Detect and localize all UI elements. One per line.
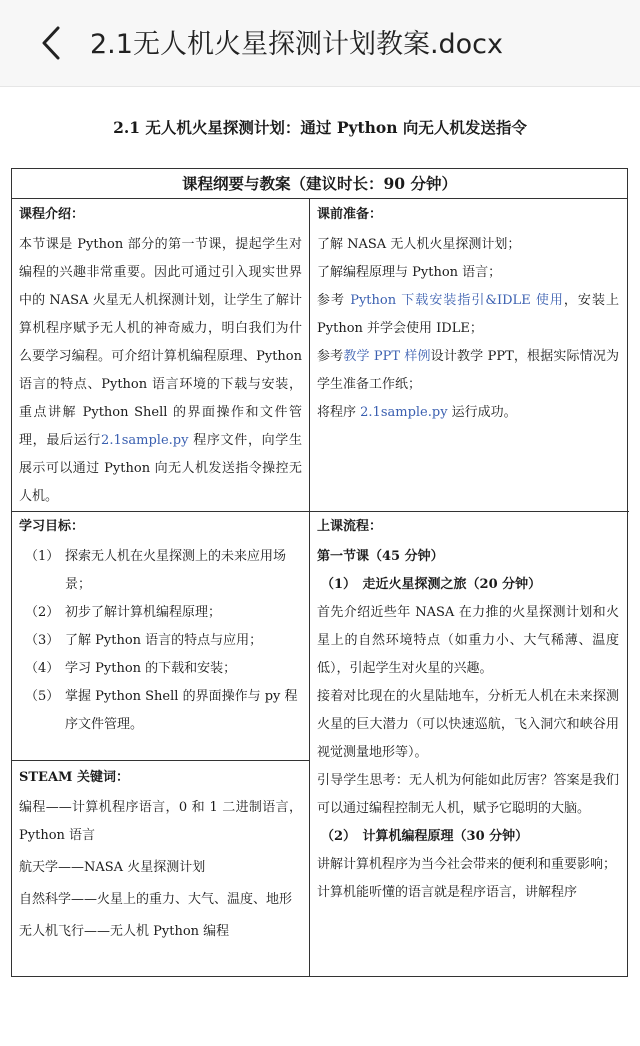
document-title: 2.1无人机火星探测计划教案.docx (90, 29, 504, 60)
row-divider (12, 511, 629, 512)
keyword-item: 编程——计算机程序语言，0 和 1 二进制语言，Python 语言 (19, 800, 302, 843)
ppt-sample-link[interactable]: 教学 PPT 样例 (343, 349, 431, 364)
flow-cell (317, 513, 619, 907)
sample-file-link[interactable]: 2.1sample.py (101, 433, 189, 448)
document-heading: 2.1 无人机火星探测计划：通过 Python 向无人机发送指令 (113, 118, 527, 137)
goal-item: （1） 探索无人机在火星探测上的未来应用场景； (25, 549, 287, 592)
python-install-guide-link[interactable]: Python 下载安装指引&IDLE 使用 (350, 293, 564, 308)
prep-line: 参考教学 PPT 样例设计教学 PPT，根据实际情况为学生准备工作纸； (317, 349, 619, 392)
lesson-table (11, 168, 628, 977)
flow-paragraph: 首先介绍近些年 NASA 在力推的火星探测计划和火星上的自然环境特点（如重力小、大气稀薄、温度低），引起学生对火星的兴趣。 (317, 605, 619, 676)
row-divider-left (12, 760, 309, 761)
keyword-item: 航天学——NASA 火星探测计划 (19, 860, 206, 875)
flow-paragraph: 引导学生思考：无人机为何能如此厉害？答案是我们可以通过编程控制无人机，赋予它聪明的大脑。 (317, 773, 619, 816)
table-title: 课程纲要与教案（建议时长：90 分钟） (12, 169, 627, 199)
goal-item: （4） 学习 Python 的下载和安装； (25, 661, 237, 676)
step-title: （1） 走近火星探测之旅（20 分钟） (321, 577, 542, 592)
goal-item: （2） 初步了解计算机编程原理； (25, 605, 222, 620)
flow-paragraph: 讲解计算机程序为当今社会带来的便利和重要影响； (317, 857, 617, 872)
flow-paragraph: 计算机能听懂的语言就是程序语言，讲解程序 (317, 885, 578, 900)
keywords-cell (19, 764, 302, 950)
goal-item: （5） 掌握 Python Shell 的界面操作与 py 程序文件管理。 (25, 689, 298, 732)
prep-label: 课前准备： (317, 207, 383, 222)
flow-paragraph: 接着对比现在的火星陆地车，分析无人机在未来探测火星的巨大潜力（可以快速巡航，飞入洞穴和峡谷用视觉测量地形等）。 (317, 689, 619, 760)
flow-label: 上课流程： (317, 519, 383, 534)
column-divider (309, 199, 310, 977)
section-title: 第一节课（45 分钟） (317, 549, 444, 564)
prep-line: 参考 Python 下载安装指引&IDLE 使用，安装上 Python 并学会使用 IDLE； (317, 293, 619, 336)
intro-cell (19, 201, 302, 511)
sample-file-link[interactable]: 2.1sample.py (360, 405, 448, 420)
prep-line: 了解编程原理与 Python 语言； (317, 265, 502, 280)
intro-text: 本节课是 Python 部分的第一节课，提起学生对编程的兴趣非常重要。因此可通过引入现实世界中的 NASA 火星无人机探测计划，让学生了解计算机程序赋予无人机的神奇威力，明白我们为什么要学习编程。可介绍计算机编程原理、Python 语言的特点、Python 语言环境的下载与安装，重点讲解 Python Shell 的界面操作和文件管理，最后运行2.1sample.py 程序文件，向学生展示可以通过 Python 向无人机发送指令操控无人机。 (19, 237, 302, 504)
top-bar (0, 0, 640, 87)
keywords-label: STEAM 关键词： (19, 770, 129, 785)
goals-cell (19, 513, 302, 739)
goal-item: （3） 了解 Python 语言的特点与应用； (25, 633, 263, 648)
keyword-item: 无人机飞行——无人机 Python 编程 (19, 924, 230, 939)
step-title: （2） 计算机编程原理（30 分钟） (321, 829, 529, 844)
keyword-item: 自然科学——火星上的重力、大气、温度、地形 (19, 892, 293, 907)
prep-line: 将程序 2.1sample.py 运行成功。 (317, 405, 517, 420)
back-arrow-icon[interactable] (38, 22, 78, 64)
prep-line: 了解 NASA 无人机火星探测计划； (317, 237, 521, 252)
intro-label: 课程介绍： (19, 207, 85, 222)
goals-label: 学习目标： (19, 519, 85, 534)
prep-cell (317, 201, 619, 427)
